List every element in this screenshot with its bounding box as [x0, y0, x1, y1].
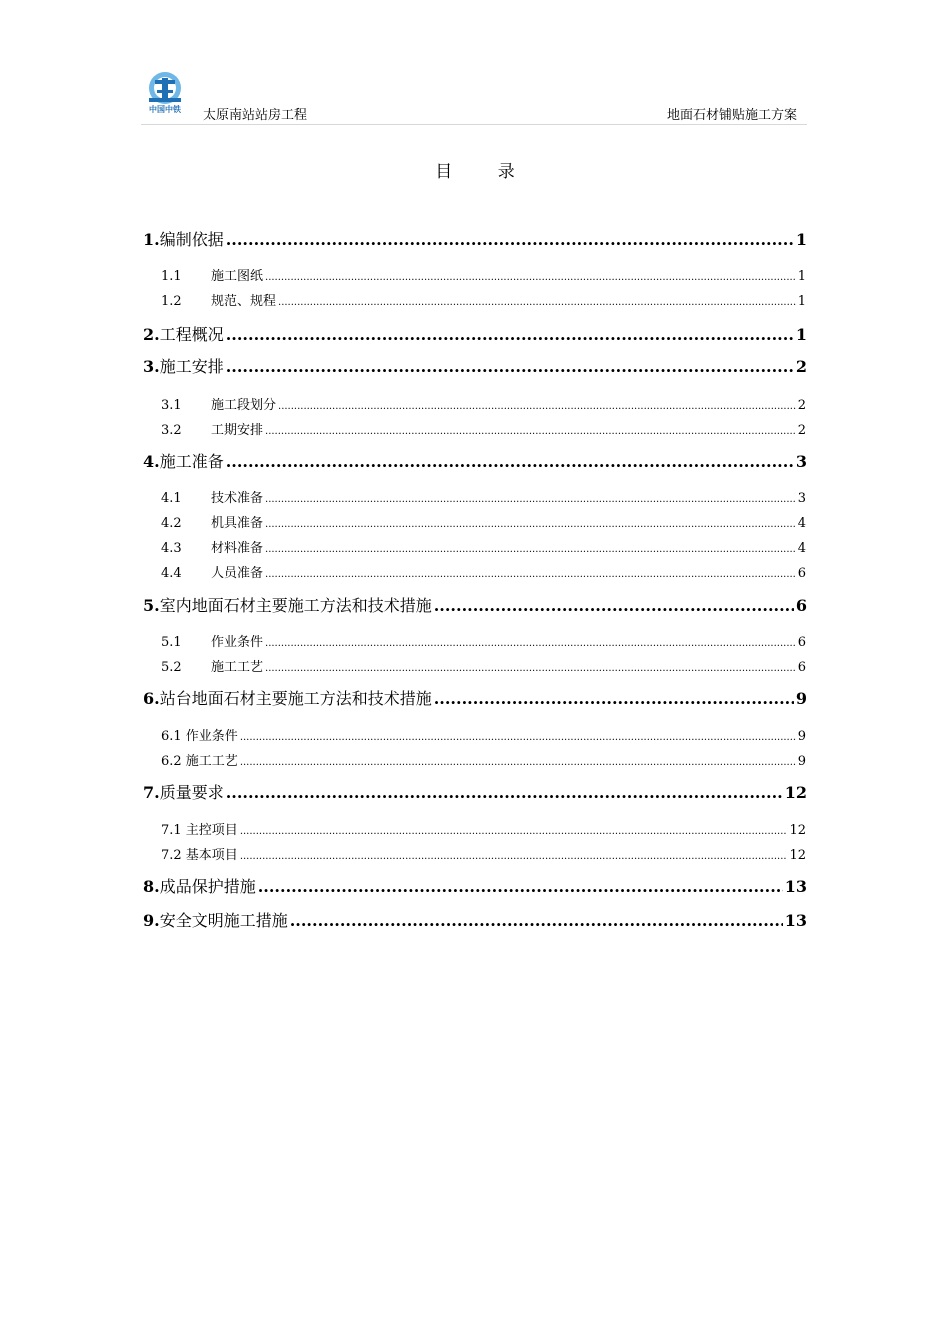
header-divider	[141, 124, 807, 125]
toc-entry-6[interactable]	[143, 686, 807, 709]
toc-number: 4.1	[161, 491, 182, 506]
dot-leader	[265, 494, 796, 505]
toc-entry-6-2[interactable]	[161, 750, 806, 769]
toc-number: 6.	[143, 689, 160, 708]
toc-heading: 成品保护措施	[159, 877, 256, 896]
toc-heading: 机具准备	[211, 516, 264, 531]
toc-entry-4-4[interactable]	[161, 562, 806, 581]
header-document-title: 地面石材铺贴施工方案	[666, 108, 797, 123]
toc-number: 5.2	[161, 660, 182, 675]
toc-heading: 站台地面石材主要施工方法和技术措施	[159, 689, 432, 708]
dot-leader	[434, 689, 794, 708]
dot-leader	[265, 426, 796, 437]
toc-page-number: 6	[797, 566, 806, 581]
toc-entry-3[interactable]	[143, 354, 807, 377]
toc-entry-7-2[interactable]	[161, 844, 806, 863]
toc-heading: 工程概况	[159, 325, 224, 344]
toc-heading: 施工安排	[159, 357, 224, 376]
toc-entry-7-1[interactable]	[161, 819, 806, 838]
dot-leader	[226, 452, 794, 471]
toc-page-number: 12	[789, 848, 806, 863]
toc-page-number: 13	[784, 877, 807, 896]
toc-page-number: 6	[795, 596, 807, 615]
toc-page-number: 9	[797, 729, 806, 744]
toc-heading: 安全文明施工措施	[159, 911, 288, 930]
toc-number: 1.2	[161, 294, 182, 309]
dot-leader	[226, 230, 794, 249]
toc-heading: 施工段划分	[211, 398, 277, 413]
dot-leader	[240, 851, 788, 862]
toc-number: 2.	[143, 325, 160, 344]
toc-heading: 施工图纸	[211, 269, 264, 284]
toc-page-number: 1	[797, 294, 806, 309]
toc-number: 1.1	[161, 269, 182, 284]
toc-number: 9.	[143, 911, 160, 930]
toc-number: 3.	[143, 357, 160, 376]
toc-page-number: 1	[797, 269, 806, 284]
dot-leader	[240, 826, 788, 837]
dot-leader	[226, 325, 794, 344]
toc-heading: 技术准备	[211, 491, 264, 506]
logo-caption: 中国中铁	[149, 105, 181, 114]
toc-number: 4.2	[161, 516, 182, 531]
toc-page-number: 6	[797, 635, 806, 650]
dot-leader	[226, 357, 794, 376]
toc-entry-3-1[interactable]	[161, 394, 806, 413]
toc-entry-8[interactable]	[143, 874, 807, 897]
toc-page-number: 1	[795, 325, 807, 344]
toc-entry-5-1[interactable]	[161, 631, 806, 650]
toc-entry-6-1[interactable]	[161, 725, 806, 744]
toc-page-number: 2	[795, 357, 807, 376]
toc-entry-1-1[interactable]	[161, 265, 806, 284]
toc-entry-2[interactable]	[143, 322, 807, 345]
toc-number: 5.1	[161, 635, 182, 650]
toc-heading: 7.1 主控项目	[161, 823, 238, 838]
toc-page-number: 9	[797, 754, 806, 769]
toc-number: 1.	[143, 230, 160, 249]
dot-leader	[265, 272, 796, 283]
toc-heading: 6.1 作业条件	[161, 729, 238, 744]
toc-entry-7[interactable]	[143, 780, 807, 803]
toc-heading: 质量要求	[159, 783, 224, 802]
toc-entry-4-2[interactable]	[161, 512, 806, 531]
toc-heading: 7.2 基本项目	[161, 848, 238, 863]
toc-number: 7.	[143, 783, 160, 802]
toc-entry-5-2[interactable]	[161, 656, 806, 675]
toc-page-number: 1	[795, 230, 807, 249]
toc-number: 4.	[143, 452, 160, 471]
toc-page-number: 13	[784, 911, 807, 930]
toc-heading: 施工准备	[159, 452, 224, 471]
toc-title: 目 录	[435, 162, 535, 182]
toc-page-number: 12	[784, 783, 807, 802]
toc-page-number: 2	[797, 423, 806, 438]
toc-entry-4-3[interactable]	[161, 537, 806, 556]
toc-page-number: 4	[797, 516, 806, 531]
toc-number: 4.3	[161, 541, 182, 556]
dot-leader	[265, 519, 796, 530]
toc-number: 4.4	[161, 566, 182, 581]
toc-heading: 人员准备	[211, 566, 264, 581]
toc-number: 8.	[143, 877, 160, 896]
toc-heading: 工期安排	[211, 423, 264, 438]
dot-leader	[240, 732, 796, 743]
toc-entry-4[interactable]	[143, 449, 807, 472]
toc-page-number: 2	[797, 398, 806, 413]
toc-heading: 施工工艺	[211, 660, 264, 675]
dot-leader	[240, 757, 796, 768]
toc-page-number: 3	[795, 452, 807, 471]
dot-leader	[278, 401, 796, 412]
toc-heading: 规范、规程	[211, 294, 277, 309]
toc-number: 5.	[143, 596, 160, 615]
toc-heading: 作业条件	[211, 635, 264, 650]
toc-heading: 材料准备	[211, 541, 264, 556]
dot-leader	[265, 569, 796, 580]
toc-entry-1[interactable]	[143, 227, 807, 250]
toc-entry-4-1[interactable]	[161, 487, 806, 506]
toc-page-number: 6	[797, 660, 806, 675]
toc-heading: 室内地面石材主要施工方法和技术措施	[159, 596, 432, 615]
toc-entry-1-2[interactable]	[161, 290, 806, 309]
dot-leader	[265, 663, 796, 674]
toc-number: 3.1	[161, 398, 182, 413]
dot-leader	[278, 297, 796, 308]
dot-leader	[258, 877, 783, 896]
toc-page-number: 12	[789, 823, 806, 838]
toc-heading: 6.2 施工工艺	[161, 754, 238, 769]
dot-leader	[290, 911, 783, 930]
toc-heading: 编制依据	[159, 230, 224, 249]
toc-page-number: 4	[797, 541, 806, 556]
toc-entry-9[interactable]	[143, 908, 807, 931]
dot-leader	[226, 783, 783, 802]
toc-entry-3-2[interactable]	[161, 419, 806, 438]
toc-page-number: 3	[797, 491, 806, 506]
toc-entry-5[interactable]	[143, 593, 807, 616]
toc-number: 3.2	[161, 423, 182, 438]
dot-leader	[265, 638, 796, 649]
dot-leader	[434, 596, 794, 615]
header-project-name: 太原南站站房工程	[203, 108, 308, 123]
toc-page-number: 9	[795, 689, 807, 708]
dot-leader	[265, 544, 796, 555]
